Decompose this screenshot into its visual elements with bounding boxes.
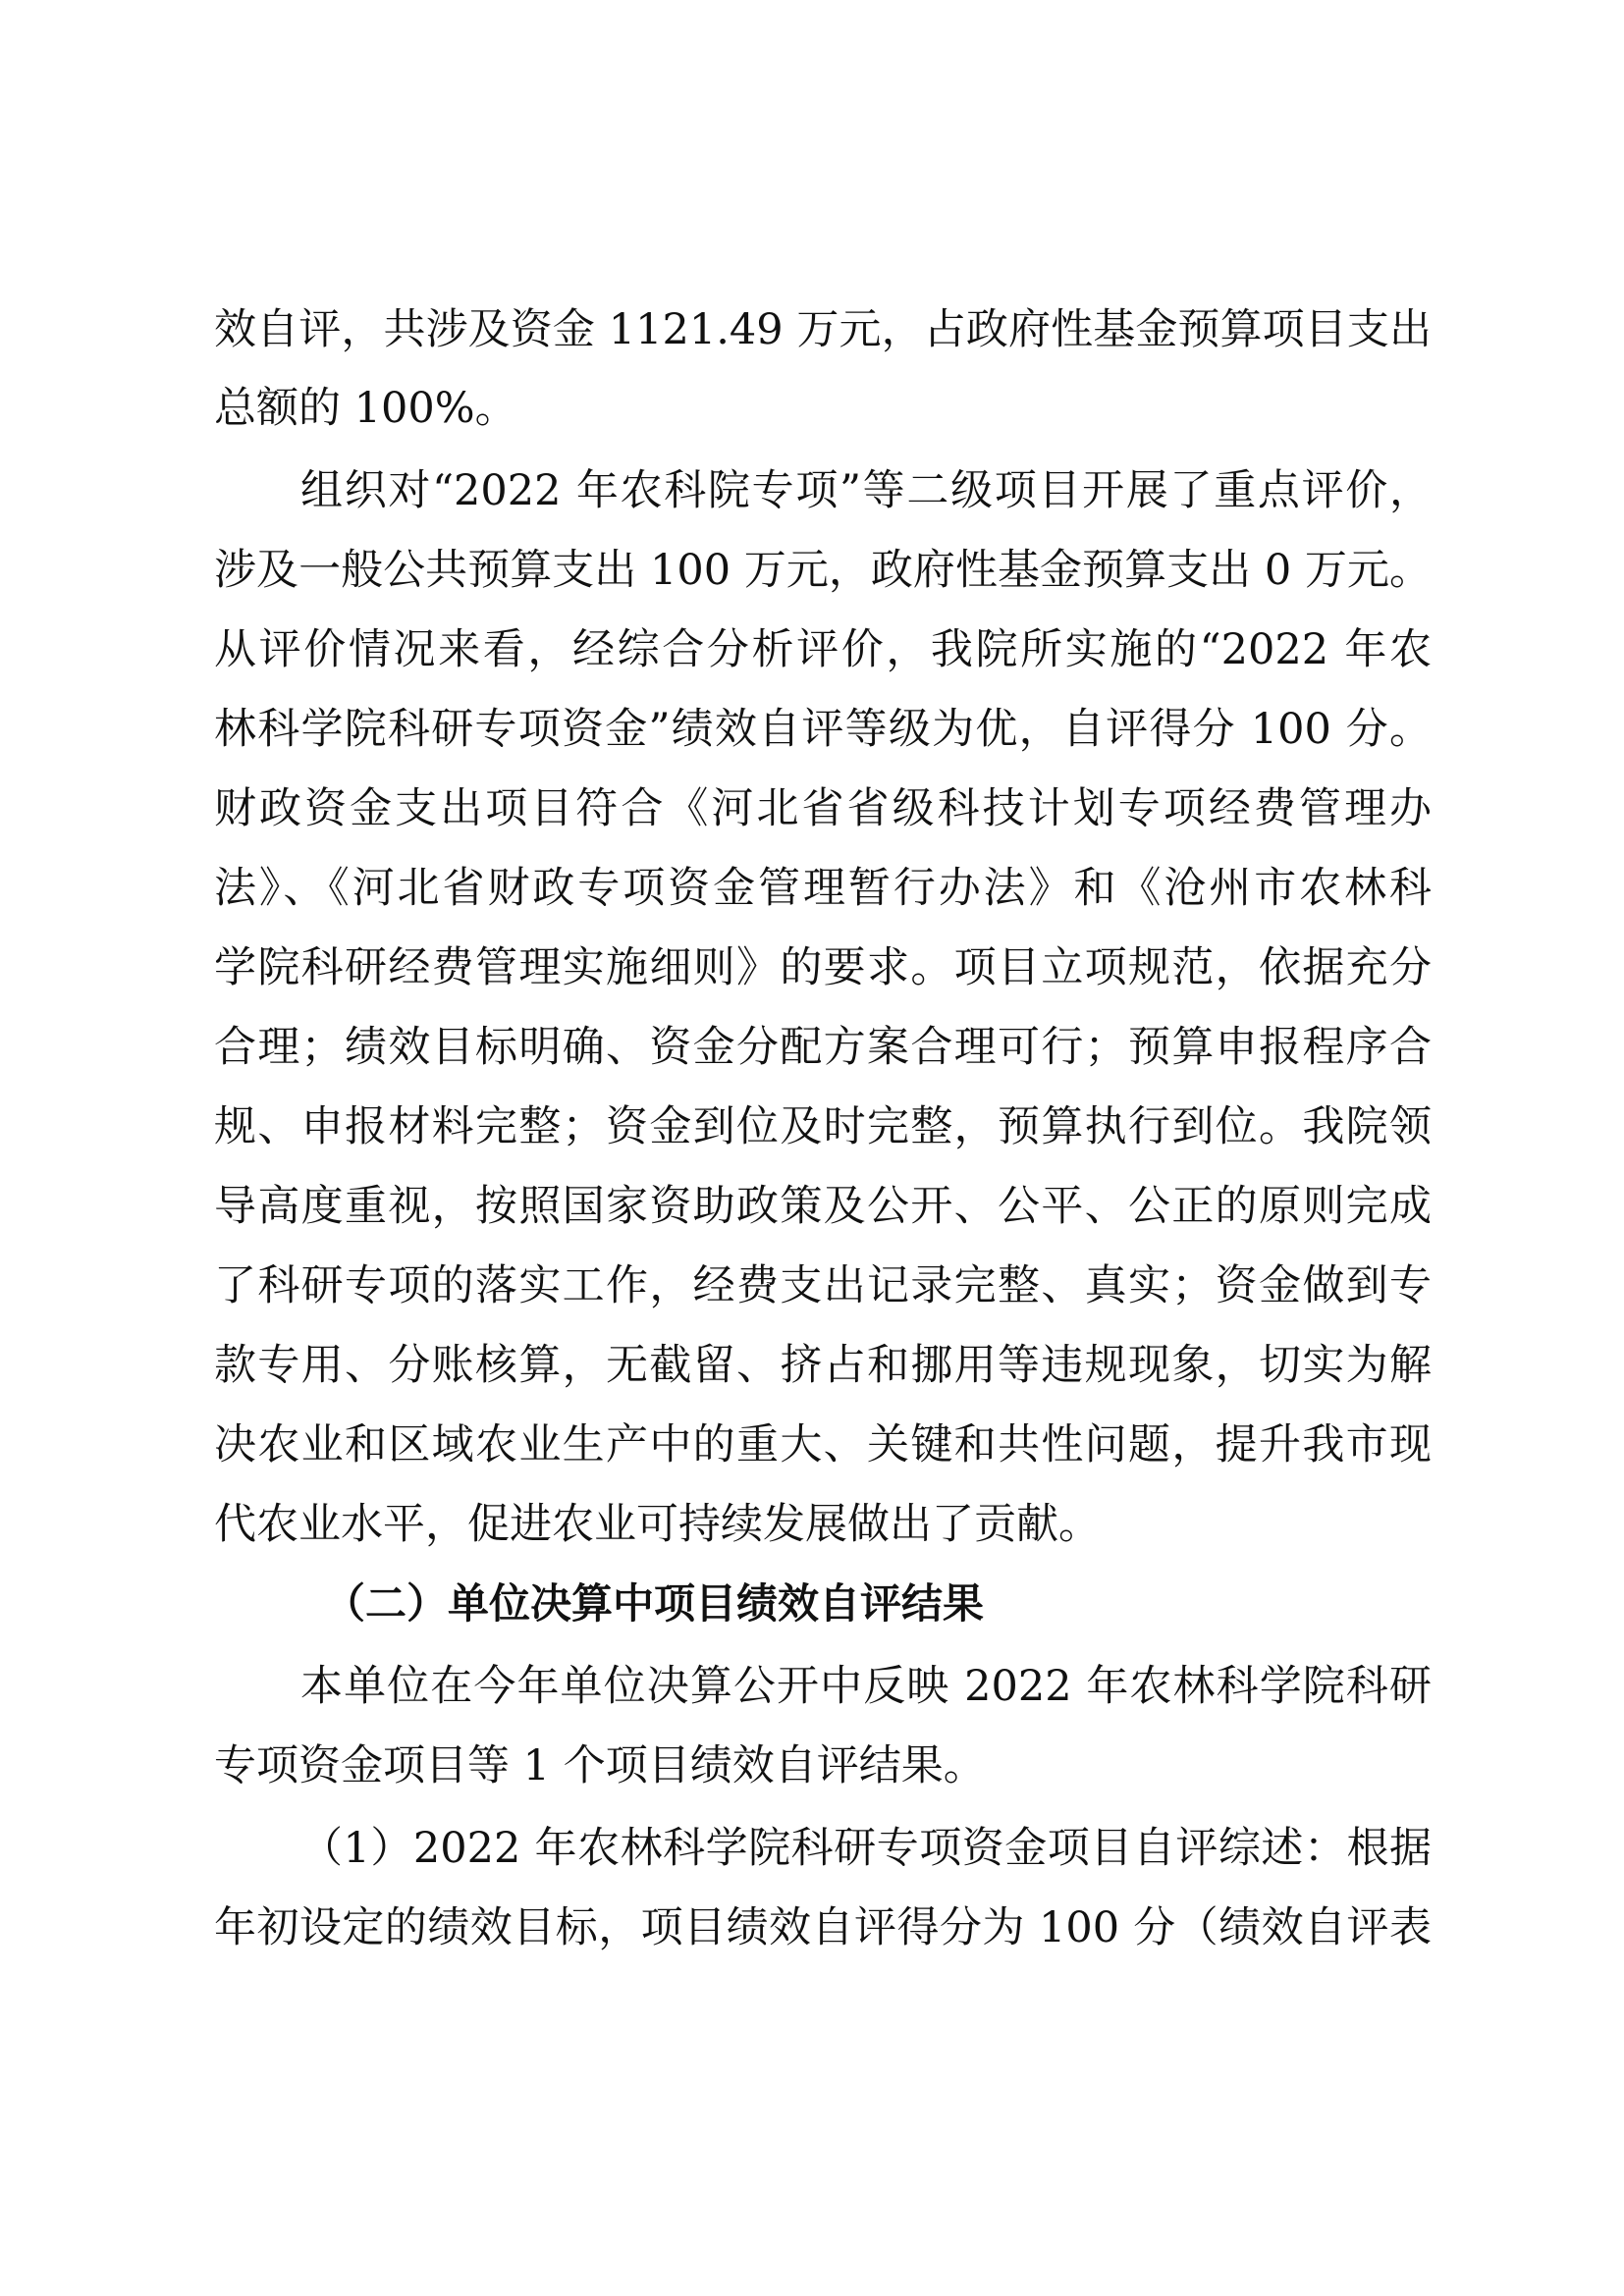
body-text-line: （1）2022 年农林科学院科研专项资金项目自评综述：根据 <box>300 1824 1432 1873</box>
body-text-line: 学院科研经费管理实施细则》的要求。项目立项规范，依据充分 <box>214 943 1432 992</box>
body-text-line: 总额的 100%。 <box>214 384 517 433</box>
body-text-line: 决农业和区域农业生产中的重大、关键和共性问题，提升我市现 <box>214 1420 1432 1469</box>
body-text-line: 从评价情况来看，经综合分析评价，我院所实施的“2022 年农 <box>214 625 1432 674</box>
body-text-line: 导高度重视，按照国家资助政策及公开、公平、公正的原则完成 <box>214 1182 1432 1231</box>
body-text-line: 合理；绩效目标明确、资金分配方案合理可行；预算申报程序合 <box>214 1023 1432 1072</box>
body-text-line: 年初设定的绩效目标，项目绩效自评得分为 100 分（绩效自评表 <box>214 1903 1432 1952</box>
body-text-line: 法》、《河北省财政专项资金管理暂行办法》和《沧州市农林科 <box>214 864 1432 913</box>
body-text-line: 规、申报材料完整；资金到位及时完整，预算执行到位。我院领 <box>214 1102 1432 1151</box>
section-heading: （二）单位决算中项目绩效自评结果 <box>324 1579 985 1628</box>
body-text-line: 本单位在今年单位决算公开中反映 2022 年农林科学院科研 <box>300 1662 1432 1711</box>
body-text-line: 林科学院科研专项资金”绩效自评等级为优，自评得分 100 分。 <box>214 705 1432 754</box>
body-text-line: 效自评，共涉及资金 1121.49 万元，占政府性基金预算项目支出 <box>214 305 1432 354</box>
body-text-line: 组织对“2022 年农科院专项”等二级项目开展了重点评价， <box>300 466 1432 515</box>
body-text-line: 涉及一般公共预算支出 100 万元，政府性基金预算支出 0 万元。 <box>214 546 1432 595</box>
body-text-line: 代农业水平，促进农业可持续发展做出了贡献。 <box>214 1500 1101 1549</box>
body-text-line: 专项资金项目等 1 个项目绩效自评结果。 <box>214 1741 986 1790</box>
body-text-line: 财政资金支出项目符合《河北省省级科技计划专项经费管理办 <box>214 784 1432 833</box>
body-text-line: 了科研专项的落实工作，经费支出记录完整、真实；资金做到专 <box>214 1261 1432 1310</box>
body-text-line: 款专用、分账核算，无截留、挤占和挪用等违规现象，切实为解 <box>214 1341 1432 1390</box>
